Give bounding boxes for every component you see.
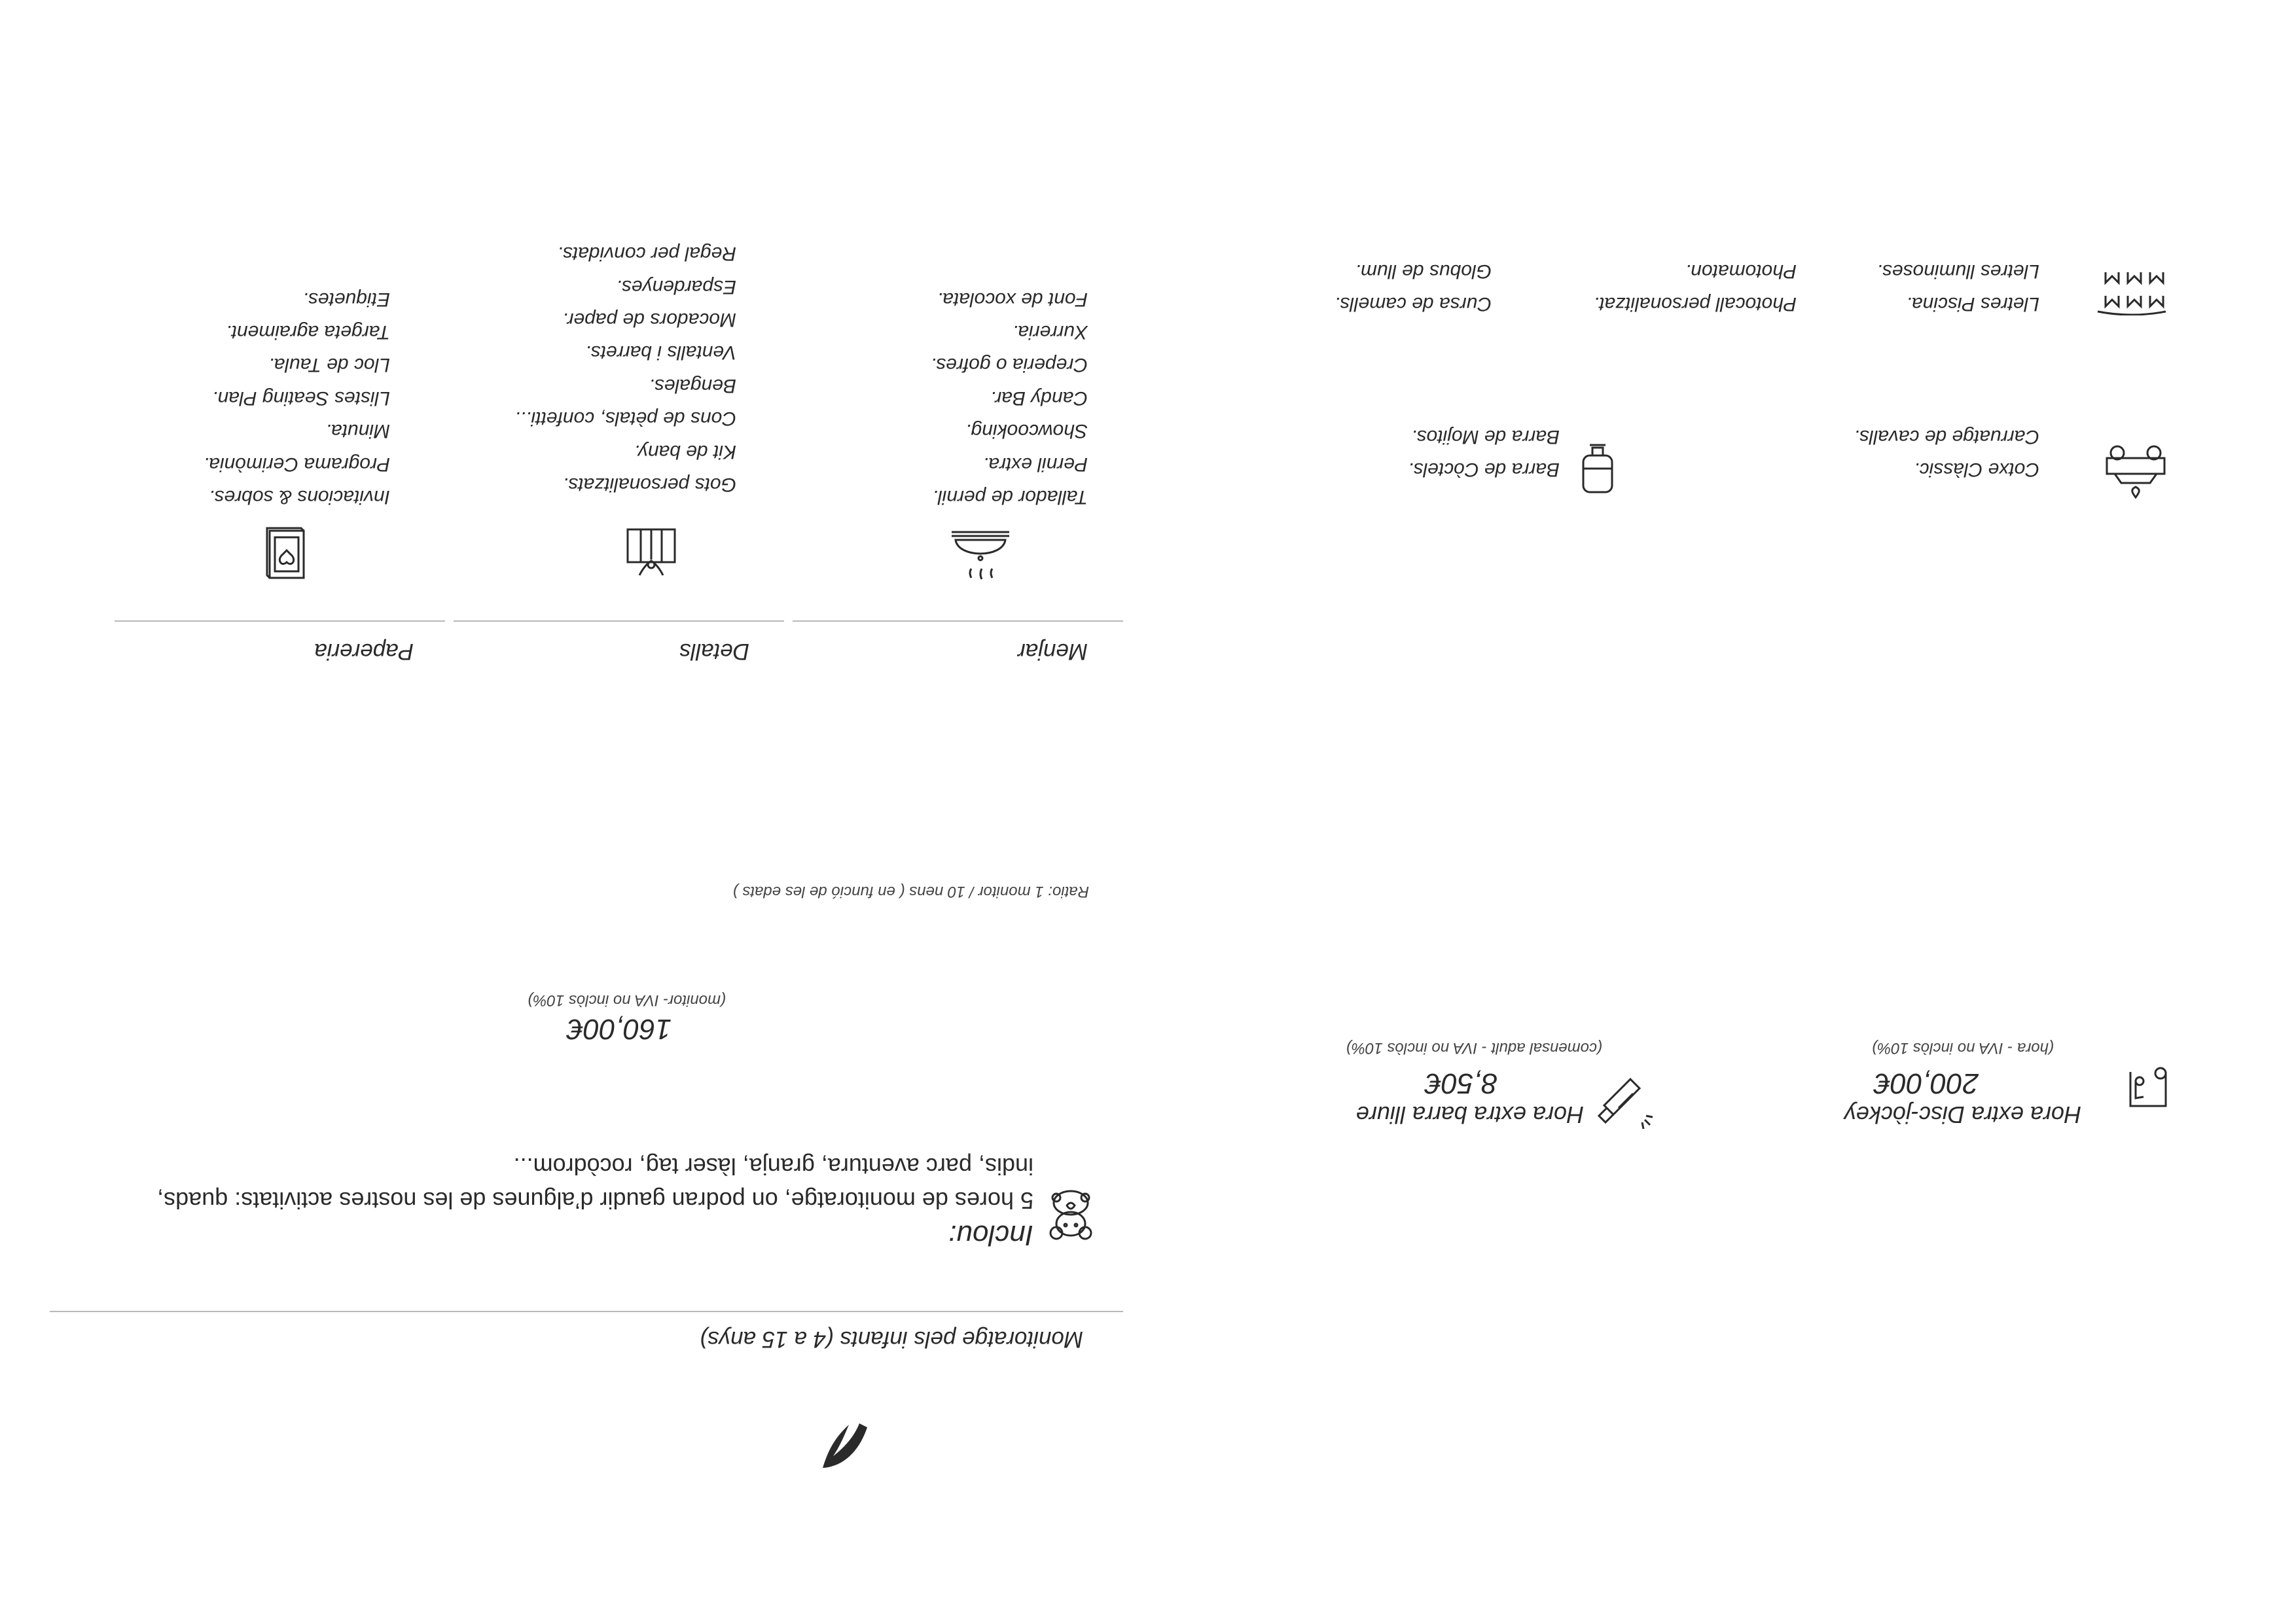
- column-items-detalls: [514, 237, 736, 501]
- list-item: Cons de pètals, confetti...: [514, 408, 736, 430]
- list-item: Creperia o gofres.: [930, 354, 1088, 376]
- column-divider-papereria: [115, 620, 445, 622]
- list-item: Font de xocolata.: [937, 288, 1088, 310]
- list-item: Invitacions & sobres.: [209, 486, 390, 508]
- monitoratge-title: Monitoratge pels infants (4 a 15 anys): [700, 1327, 1083, 1352]
- list-item: Cotxe Clàssic.: [1914, 459, 2039, 480]
- column-title-papereria: Papereria: [314, 639, 414, 664]
- list-item: Minuta.: [325, 420, 390, 442]
- monitoratge-price: 160,00€: [567, 1013, 672, 1045]
- list-item: Barra de Còctels.: [1408, 459, 1560, 480]
- light-letters-icon: [2094, 263, 2170, 315]
- list-item: Gots personalitzats.: [562, 474, 736, 495]
- list-item: Lletres Piscina.: [1906, 293, 2039, 315]
- list-item: Tallador de pernil.: [932, 486, 1088, 508]
- list-item: Xurreria.: [1012, 321, 1088, 343]
- list-item: Photomaton.: [1685, 260, 1797, 282]
- list-item: Barra de Mojitos.: [1411, 425, 1560, 448]
- classic-car-icon: [2102, 437, 2170, 500]
- fun-items: [1335, 254, 1492, 320]
- list-item: Pernil extra.: [982, 453, 1088, 475]
- column-title-detalls: Detalls: [679, 639, 749, 664]
- cocktail-bottle-icon: [1578, 438, 1617, 497]
- list-item: Mocadors de paper.: [562, 308, 736, 330]
- column-divider-menjar: [793, 620, 1123, 622]
- list-item: Llistes Seating Plan.: [212, 387, 390, 409]
- transport-items: [1854, 419, 2039, 486]
- cloche-icon: [949, 522, 1012, 580]
- column-title-menjar: Menjar: [1018, 639, 1088, 664]
- letters-items: [1877, 254, 2039, 320]
- dj-title: Hora extra Disc-jòckey: [1844, 1101, 2081, 1128]
- bar-title: Hora extra barra lliure: [1355, 1101, 1584, 1128]
- list-item: Ventalls i barrets.: [585, 342, 736, 364]
- list-item: Targeta agraiment.: [226, 321, 390, 343]
- monitoratge-description-line1: 5 hores de monitoratge, on podran gaudir d’algunes de les nostres activitats: quads,: [157, 1187, 1033, 1214]
- list-item: Candy Bar.: [990, 387, 1088, 409]
- dj-price: 200,00€: [1874, 1067, 1979, 1099]
- monitoratge-description-line2: indis, parc aventura, granja, làser tag, rocòdrom...: [513, 1153, 1033, 1180]
- column-items-papereria: [204, 282, 390, 513]
- dj-note: (hora - IVA no inclòs 10%): [1872, 1039, 2054, 1057]
- monitoratge-inclou-label: Inclou:: [948, 1219, 1033, 1251]
- bar-price: 8,50€: [1425, 1067, 1498, 1099]
- champagne-bottle-icon: [1594, 1069, 1659, 1134]
- column-divider-detalls: [454, 620, 784, 622]
- monitoratge-ratio: Ratio: 1 monitor / 10 nens ( en funció de les edats ): [732, 883, 1089, 901]
- list-item: Carruatge de cavalls.: [1854, 425, 2039, 448]
- list-item: Lletres lluminoses.: [1876, 260, 2039, 282]
- list-item: Bengales.: [649, 374, 736, 397]
- list-item: Cursa de camells.: [1334, 293, 1492, 315]
- list-item: Regal per convidats.: [557, 243, 736, 265]
- list-item: Kit de bany.: [634, 440, 736, 463]
- list-item: Showcooking.: [965, 420, 1088, 442]
- monitoratge-price-note: (monitor- IVA no inclòs 10%): [528, 991, 726, 1009]
- list-item: Etiquetes.: [302, 288, 390, 310]
- list-item: Globus de llum.: [1355, 260, 1492, 282]
- gift-box-icon: [624, 526, 679, 580]
- list-item: Programa Cerimònia.: [203, 453, 390, 475]
- cocktail-items: [1408, 419, 1560, 486]
- list-item: Espardenyes.: [616, 276, 736, 298]
- music-note-icon: [2124, 1064, 2170, 1111]
- teddy-bear-icon: [1043, 1188, 1098, 1243]
- column-items-menjar: [931, 282, 1088, 513]
- list-item: Lloc de Taula.: [268, 354, 390, 376]
- list-item: Photocall personalitzat.: [1593, 293, 1797, 315]
- invitation-card-icon: [264, 526, 306, 580]
- leaf-logo-icon: [819, 1418, 871, 1471]
- photo-items: [1594, 254, 1797, 320]
- bar-note: (comensal adult - IVA no inclòs 10%): [1346, 1039, 1602, 1057]
- monitoratge-divider: [50, 1311, 1123, 1312]
